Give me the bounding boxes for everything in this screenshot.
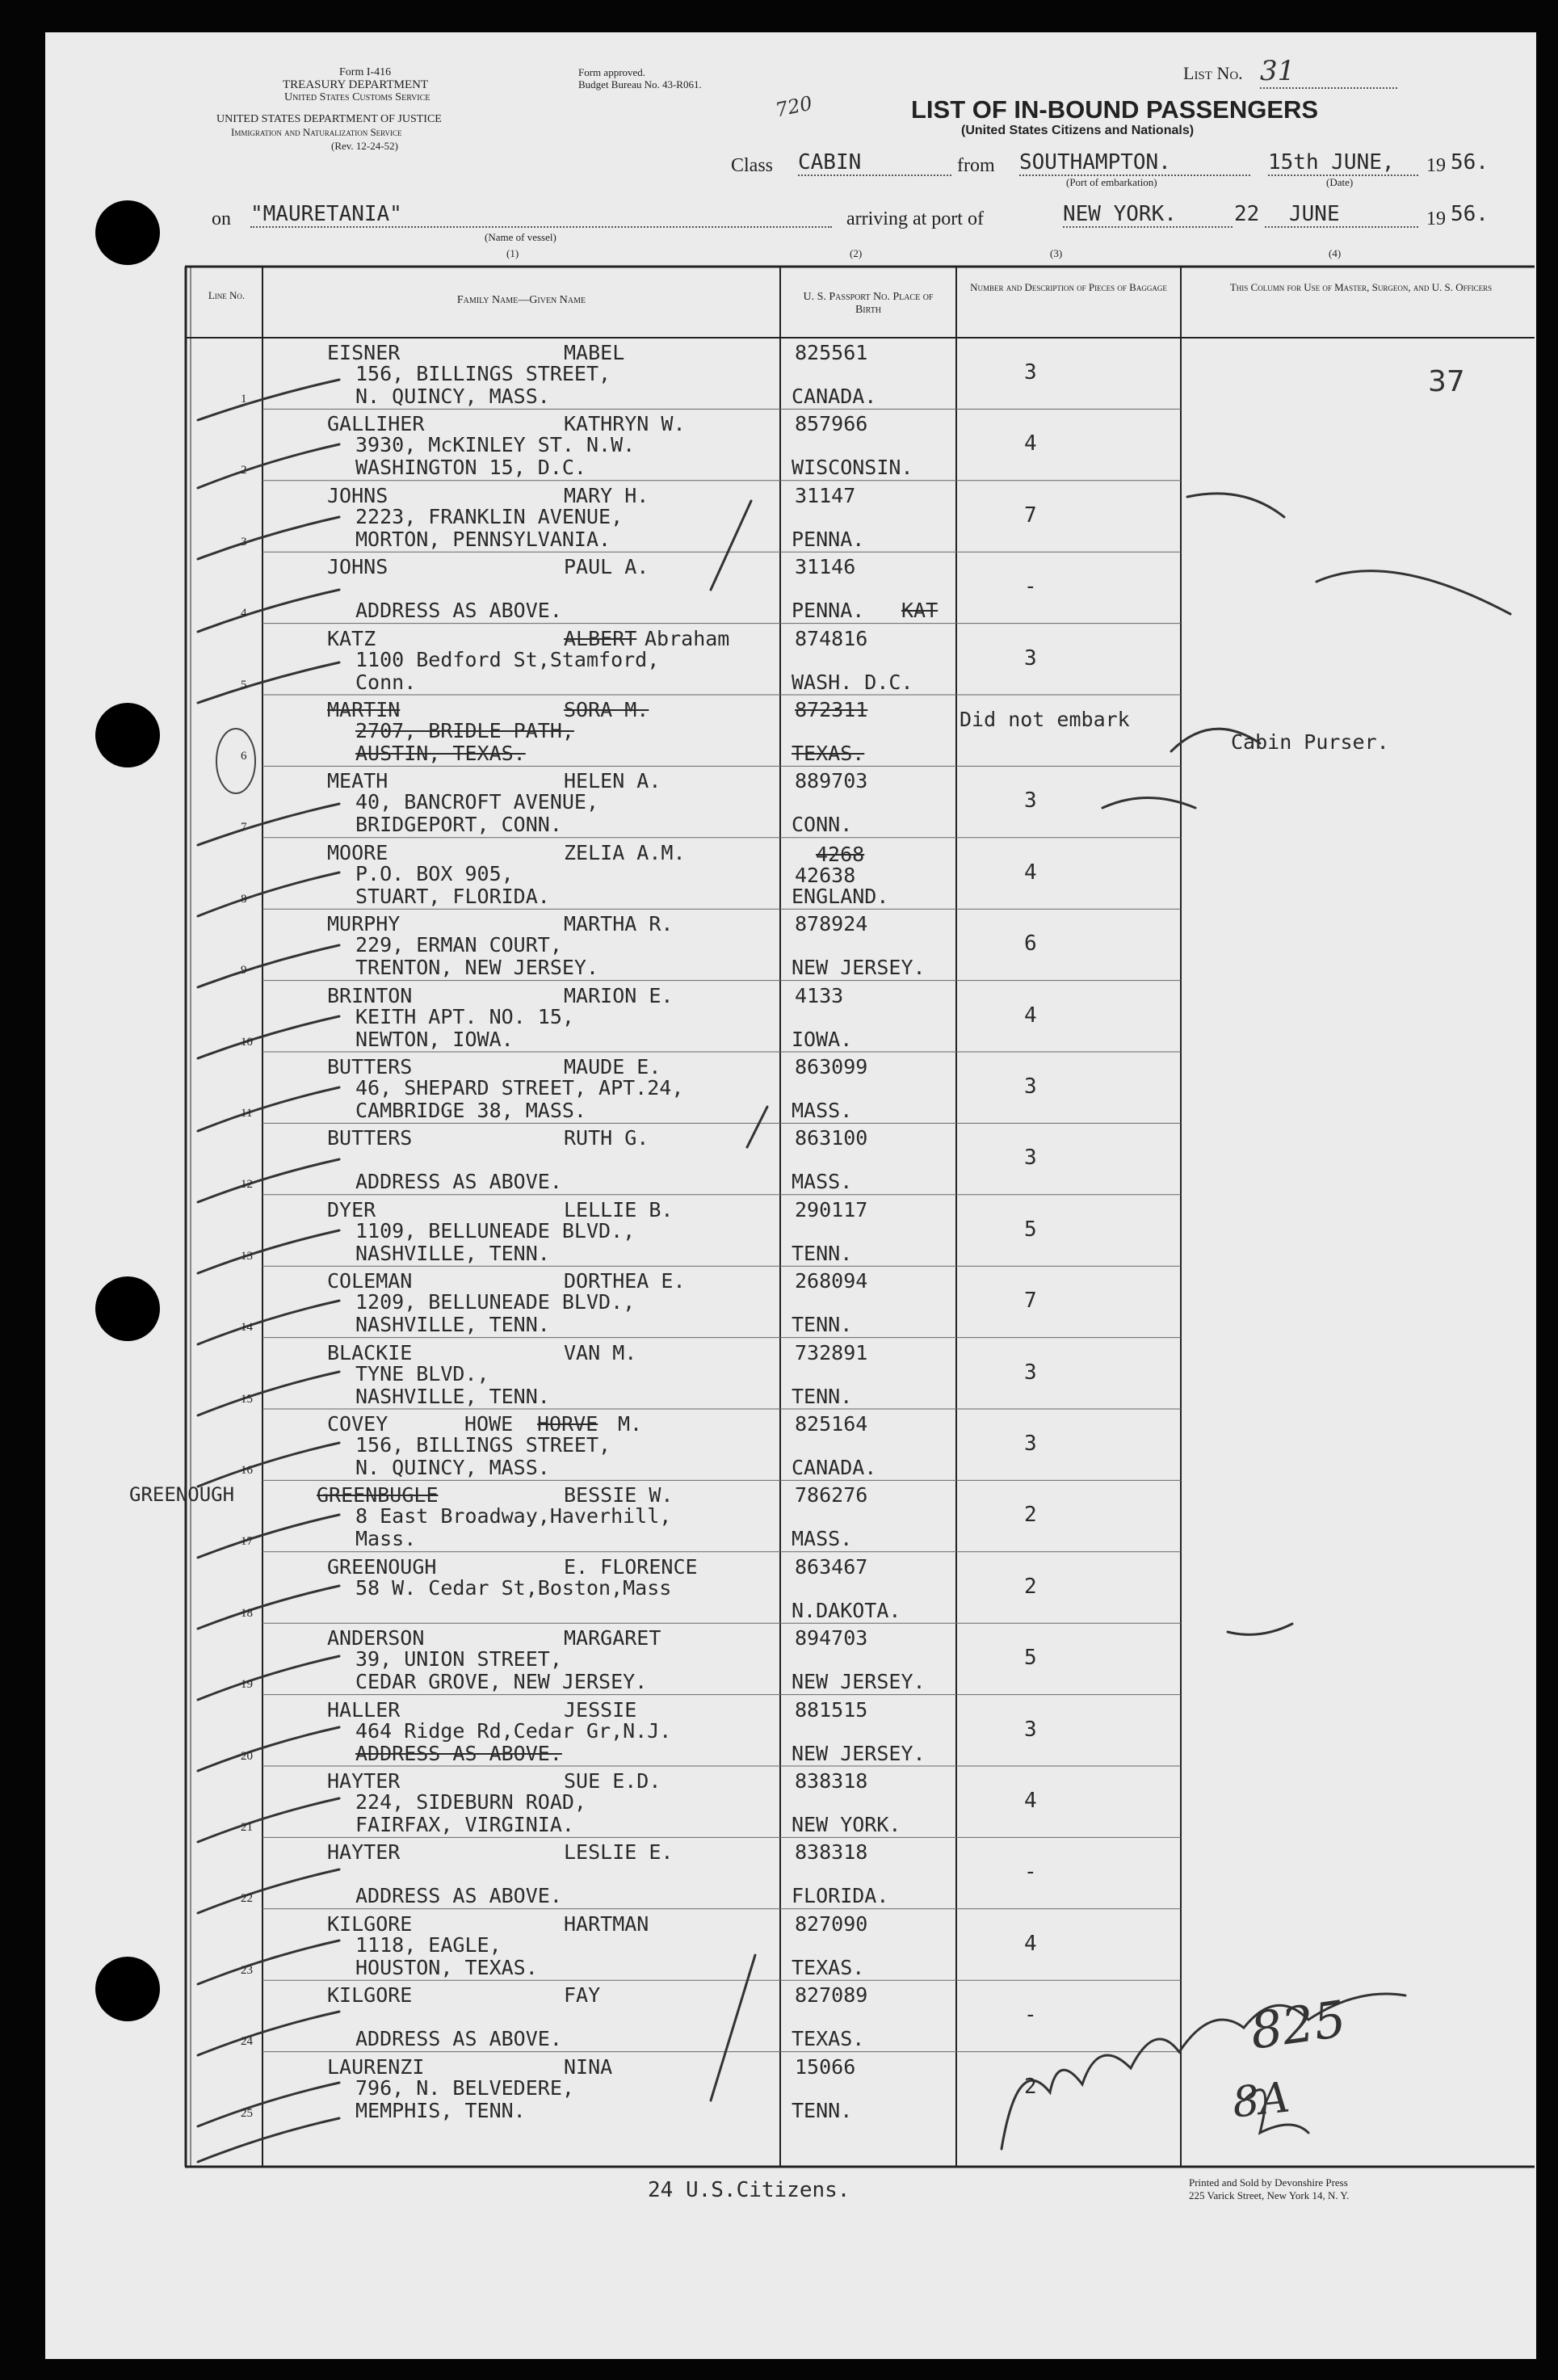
citizen-total: 24 U.S.Citizens. [648,2178,850,2202]
baggage-count: - [1024,2003,1037,2028]
given-name: DORTHEA E. [564,1269,686,1293]
given-name: MABEL [564,341,625,364]
document-title: LIST OF IN-BOUND PASSENGERS [911,95,1319,124]
passport-number: 872311 [795,698,868,721]
place-of-birth: CONN. [792,813,853,837]
given-name: NINA [564,2054,613,2079]
passport-number: 863100 [795,1126,868,1150]
place-of-birth: PENNA. [792,599,865,623]
line-number: 21 [241,1821,253,1834]
family-name: HAYTER [327,1769,401,1793]
address-line-2: NASHVILLE, TENN. [355,1241,550,1265]
address-line-1: 1109, BELLUNEADE BLVD., [355,1218,636,1243]
family-name: HALLER [327,1697,401,1722]
address-line-2: NEWTON, IOWA. [355,1027,514,1051]
baggage-count: 7 [1024,502,1037,528]
family-name: JOHNS [327,483,388,507]
address-line-2: N. QUINCY, MASS. [355,1456,550,1479]
family-name: ANDERSON [327,1626,425,1650]
class-label: Class [731,155,774,176]
address-line-1: 464 Ridge Rd,Cedar Gr,N.J. [355,1718,672,1743]
passport-number: 42638 [795,863,856,887]
baggage-count: 2 [1024,2074,1037,2099]
given-name: VAN M. [564,1340,637,1365]
baggage-count: 4 [1024,860,1037,885]
place-of-birth: TEXAS. [792,742,865,765]
place-of-birth: NEW JERSEY. [792,1670,926,1694]
address-line-1: 229, ERMAN COURT, [355,933,562,957]
passport-number: 863099 [795,1055,868,1079]
column-number-1: (1) [506,247,519,259]
family-name: KILGORE [327,1911,413,1936]
address-line-2: ADDRESS AS ABOVE. [355,1884,562,1908]
address-line-2: STUART, FLORIDA. [355,884,550,908]
handwritten-mark-2: 8A [1230,2073,1292,2128]
address-line-2: WASHINGTON 15, D.C. [355,456,586,480]
handwritten-note: 720 [773,91,815,122]
address-line-2: MORTON, PENNSYLVANIA. [355,527,611,551]
place-of-birth: TENN. [792,1241,853,1265]
address-line-1: 8 East Broadway,Haverhill, [355,1504,672,1528]
given-name: MARION E. [564,983,674,1007]
passport-number: 825164 [795,1412,868,1436]
place-of-birth: TENN. [792,1313,853,1337]
vessel-caption: (Name of vessel) [485,231,556,243]
baggage-count: 3 [1024,788,1037,814]
customs-service: United States Customs Service [284,91,430,103]
address-line-1: 40, BANCROFT AVENUE, [355,790,599,814]
given-name: LELLIE B. [564,1197,674,1222]
baggage-count: 4 [1024,431,1037,456]
place-of-birth: WISCONSIN. [792,456,913,480]
address-line-2: MEMPHIS, TENN. [355,2098,526,2122]
line-number: 13 [241,1249,253,1263]
column-number-2: (2) [850,247,863,259]
place-of-birth: MASS. [792,1527,853,1551]
address-line-2: TRENTON, NEW JERSEY. [355,956,599,980]
address-line-1: 796, N. BELVEDERE, [355,2075,574,2100]
form-approved: Form approved. [578,66,646,78]
ins-service: Immigration and Naturalization Service [231,126,402,138]
address-line-2: NASHVILLE, TENN. [355,1313,550,1337]
line-number: 24 [241,2035,253,2049]
place-of-birth: WASH. D.C. [792,670,913,694]
baggage-count: 3 [1024,645,1037,671]
passport-number-struck: 4268 [816,842,865,866]
family-name: GALLIHER [327,412,425,436]
given-name-struck: HORVE [537,1412,598,1436]
place-of-birth: TENN. [792,2098,853,2122]
place-of-birth: PENNA. [792,527,865,551]
line-number: 18 [241,1606,253,1620]
officer-note: Cabin Purser. [1231,730,1389,754]
given-name: LESLIE E. [564,1840,674,1865]
address-line-1: 156, BILLINGS STREET, [355,1433,611,1457]
address-line-2: FAIRFAX, VIRGINIA. [355,1813,574,1836]
arrival-day: 22 [1234,202,1260,226]
baggage-count: 3 [1024,360,1037,385]
family-name: MARTIN [327,698,401,721]
given-name: RUTH G. [564,1126,649,1150]
given-name: FAY [564,1983,601,2008]
passport-number: 290117 [795,1197,868,1222]
line-number: 1 [241,393,247,406]
passport-number: 878924 [795,912,868,936]
passport-number: 825561 [795,341,868,364]
address-line-2: ADDRESS AS ABOVE. [355,1741,562,1765]
line-number: 15 [241,1392,253,1406]
place-of-birth: CANADA. [792,1456,877,1479]
place-of-birth: NEW YORK. [792,1813,901,1836]
family-name: BRINTON [327,983,413,1007]
given-name: E. FLORENCE [564,1554,698,1579]
passport-number: 827090 [795,1911,868,1936]
place-of-birth: N.DAKOTA. [792,1598,901,1622]
departure-date: 15th JUNE, [1268,150,1418,176]
justice-dept: UNITED STATES DEPARTMENT OF JUSTICE [216,113,442,125]
address-line-2: ADDRESS AS ABOVE. [355,1170,562,1194]
address-line-1: 39, UNION STREET, [355,1647,562,1671]
from-label: from [957,155,995,176]
line-number: 19 [241,1678,253,1692]
family-name: MURPHY [327,912,401,936]
place-of-birth: IOWA. [792,1027,853,1051]
given-name: ZELIA A.M. [564,840,686,864]
address-line-2: ADDRESS AS ABOVE. [355,599,562,623]
departure-year: 56. [1451,150,1489,175]
address-line-1: 1100 Bedford St,Stamford, [355,647,660,671]
line-number: 11 [241,1107,253,1120]
given-name: MARTHA R. [564,912,674,936]
address-line-1: 46, SHEPARD STREET, APT.24, [355,1076,684,1100]
address-line-2: NASHVILLE, TENN. [355,1384,550,1408]
col-header-officers: This Column for Use of Master, Surgeon, and U. S. Officers [1229,281,1493,293]
family-name: JOHNS [327,555,388,579]
family-name-correction: GREENOUGH [129,1483,235,1507]
address-line-1: 1118, EAGLE, [355,1932,502,1957]
baggage-count: 4 [1024,1931,1037,1956]
baggage-note: Did not embark [960,708,1130,731]
line-number: 9 [241,964,247,978]
line-number: 5 [241,678,247,692]
given-name: PAUL A. [564,555,649,579]
line-number: 4 [241,607,247,620]
line-number: 22 [241,1892,253,1906]
given-name: SUE E.D. [564,1769,661,1793]
family-name-struck: GREENBUGLE [317,1483,439,1507]
family-name: HAYTER [327,1840,401,1865]
column-number-3: (3) [1050,247,1063,259]
address-line-1: 2707, BRIDLE PATH, [355,719,574,742]
place-of-birth: TENN. [792,1384,853,1408]
budget-bureau: Budget Bureau No. 43-R061. [578,78,702,90]
address-line-2: BRIDGEPORT, CONN. [355,813,562,837]
line-number: 14 [241,1321,253,1335]
passport-number: 838318 [795,1769,868,1793]
address-line-1: P.O. BOX 905, [355,861,514,885]
family-name: BUTTERS [327,1055,413,1079]
address-line-1: KEITH APT. NO. 15, [355,1004,574,1028]
address-line-2: CEDAR GROVE, NEW JERSEY. [355,1670,648,1694]
family-name: COVEY [327,1412,388,1436]
col-header-name: Family Name—Given Name [456,294,586,306]
printer-line-2: 225 Varick Street, New York 14, N. Y. [1189,2189,1350,2201]
baggage-count: 4 [1024,1003,1037,1028]
line-number: 6 [241,750,247,763]
passport-number: 732891 [795,1340,868,1365]
given-name-addition: HOWE [464,1412,514,1436]
line-number: 20 [241,1749,253,1763]
passport-number: 881515 [795,1697,868,1722]
given-name: KATHRYN W. [564,412,686,436]
form-number: Form I-416 [339,66,392,78]
arrival-year-prefix: 19 [1426,208,1446,229]
on-label: on [212,208,231,229]
family-name: KATZ [327,626,376,650]
handwritten-count: 37 [1428,365,1465,398]
column-number-4: (4) [1329,247,1342,259]
given-name: M. [618,1412,643,1436]
baggage-count: 5 [1024,1217,1037,1242]
baggage-count: 3 [1024,1432,1037,1456]
address-line-2: CAMBRIDGE 38, MASS. [355,1099,586,1122]
baggage-count: 5 [1024,1646,1037,1671]
address-line-2: Mass. [355,1527,417,1551]
given-name: HELEN A. [564,769,661,793]
arriving-label: arriving at port of [846,208,984,229]
address-line-1: 224, SIDEBURN ROAD, [355,1790,586,1814]
col-header-passport: U. S. Passport No. Place of Birth [803,291,934,316]
family-name: EISNER [327,341,401,364]
baggage-count: 2 [1024,1574,1037,1599]
line-number: 10 [241,1035,253,1049]
given-name: HARTMAN [564,1911,649,1936]
address-line-2: ADDRESS AS ABOVE. [355,2027,562,2051]
passport-number: 863467 [795,1554,868,1579]
list-no-value: 31 [1260,55,1397,89]
document-subtitle: (United States Citizens and Nationals) [961,124,1195,137]
baggage-count: - [1024,574,1037,599]
date-caption: (Date) [1326,176,1354,188]
baggage-count: 3 [1024,1360,1037,1385]
address-line-1: 156, BILLINGS STREET, [355,362,611,385]
arrival-year: 56. [1451,202,1489,226]
list-no-label: List No. [1183,63,1243,83]
departure-year-prefix: 19 [1426,155,1446,176]
given-name: MARGARET [564,1626,661,1650]
passport-number: 4133 [795,983,844,1007]
passport-number: 31147 [795,483,856,507]
family-name: COLEMAN [327,1269,413,1293]
baggage-count: - [1024,1860,1037,1885]
given-name: MAUDE E. [564,1055,661,1079]
class-value: CABIN [798,150,951,176]
passport-number: 827089 [795,1983,868,2008]
col-header-line-no: Line No. [208,289,246,301]
place-of-birth: NEW JERSEY. [792,956,926,980]
place-of-birth-struck: KAT [901,599,939,623]
handwritten-mark: 825 [1246,1989,1350,2061]
address-line-1: TYNE BLVD., [355,1361,489,1386]
address-line-2: N. QUINCY, MASS. [355,385,550,408]
place-of-birth: FLORIDA. [792,1884,889,1908]
baggage-count: 3 [1024,1074,1037,1099]
revision: (Rev. 12-24-52) [331,140,398,152]
place-of-birth: NEW JERSEY. [792,1741,926,1765]
line-number: 17 [241,1535,253,1549]
place-of-birth: TEXAS. [792,2027,865,2051]
line-number: 12 [241,1178,253,1192]
baggage-count: 3 [1024,1146,1037,1171]
family-name: BLACKIE [327,1340,413,1365]
passport-number: 31146 [795,555,856,579]
baggage-count: 4 [1024,1789,1037,1813]
passport-number: 889703 [795,769,868,793]
address-line-2: HOUSTON, TEXAS. [355,1955,538,1979]
place-of-birth: MASS. [792,1170,853,1194]
line-number: 3 [241,535,247,549]
place-of-birth: TEXAS. [792,1955,865,1979]
passport-number: 15066 [795,2054,856,2079]
address-line-1: 1209, BELLUNEADE BLVD., [355,1290,636,1314]
baggage-count: 6 [1024,931,1037,957]
family-name: KILGORE [327,1983,413,2008]
line-number: 2 [241,464,247,477]
line-number: 23 [241,1963,253,1977]
printer-line-1: Printed and Sold by Devonshire Press [1189,2176,1348,2189]
address-line-2: AUSTIN, TEXAS. [355,742,526,765]
line-number: 7 [241,821,247,835]
passport-number: 894703 [795,1626,868,1650]
baggage-count: 2 [1024,1503,1037,1528]
passport-number: 838318 [795,1840,868,1865]
line-number: 16 [241,1464,253,1477]
passport-number: 786276 [795,1483,868,1507]
passport-number: 857966 [795,412,868,436]
arrival-port: NEW YORK. [1063,202,1233,228]
given-name: SORA M. [564,698,649,721]
passport-number: 874816 [795,626,868,650]
family-name: DYER [327,1197,376,1222]
address-line-1: 3930, McKINLEY ST. N.W. [355,433,636,457]
family-name: LAURENZI [327,2054,425,2079]
treasury-dept: TREASURY DEPARTMENT [283,78,429,91]
line-number: 8 [241,892,247,906]
address-line-2: Conn. [355,670,417,694]
passport-number: 268094 [795,1269,868,1293]
baggage-count: 3 [1024,1717,1037,1742]
given-name: JESSIE [564,1697,637,1722]
vessel-name: "MAURETANIA" [250,202,832,228]
address-line-1: 2223, FRANKLIN AVENUE, [355,504,624,528]
embark-caption: (Port of embarkation) [1066,176,1157,188]
address-line-1: 58 W. Cedar St,Boston,Mass [355,1575,672,1600]
given-name: Abraham [645,626,730,650]
family-name: GREENOUGH [327,1554,437,1579]
place-of-birth: CANADA. [792,385,877,408]
given-name: MARY H. [564,483,649,507]
arrival-month: JUNE [1265,202,1418,228]
family-name: MOORE [327,840,388,864]
line-number: 25 [241,2106,253,2120]
given-name-struck: ALBERT [564,626,637,650]
baggage-count: 7 [1024,1289,1037,1314]
col-header-baggage: Number and Description of Pieces of Baggage [970,281,1167,293]
place-of-birth: MASS. [792,1099,853,1122]
port-of-embarkation: SOUTHAMPTON. [1019,150,1250,176]
family-name: BUTTERS [327,1126,413,1150]
given-name: BESSIE W. [564,1483,674,1507]
place-of-birth: ENGLAND. [792,884,889,908]
family-name: MEATH [327,769,388,793]
